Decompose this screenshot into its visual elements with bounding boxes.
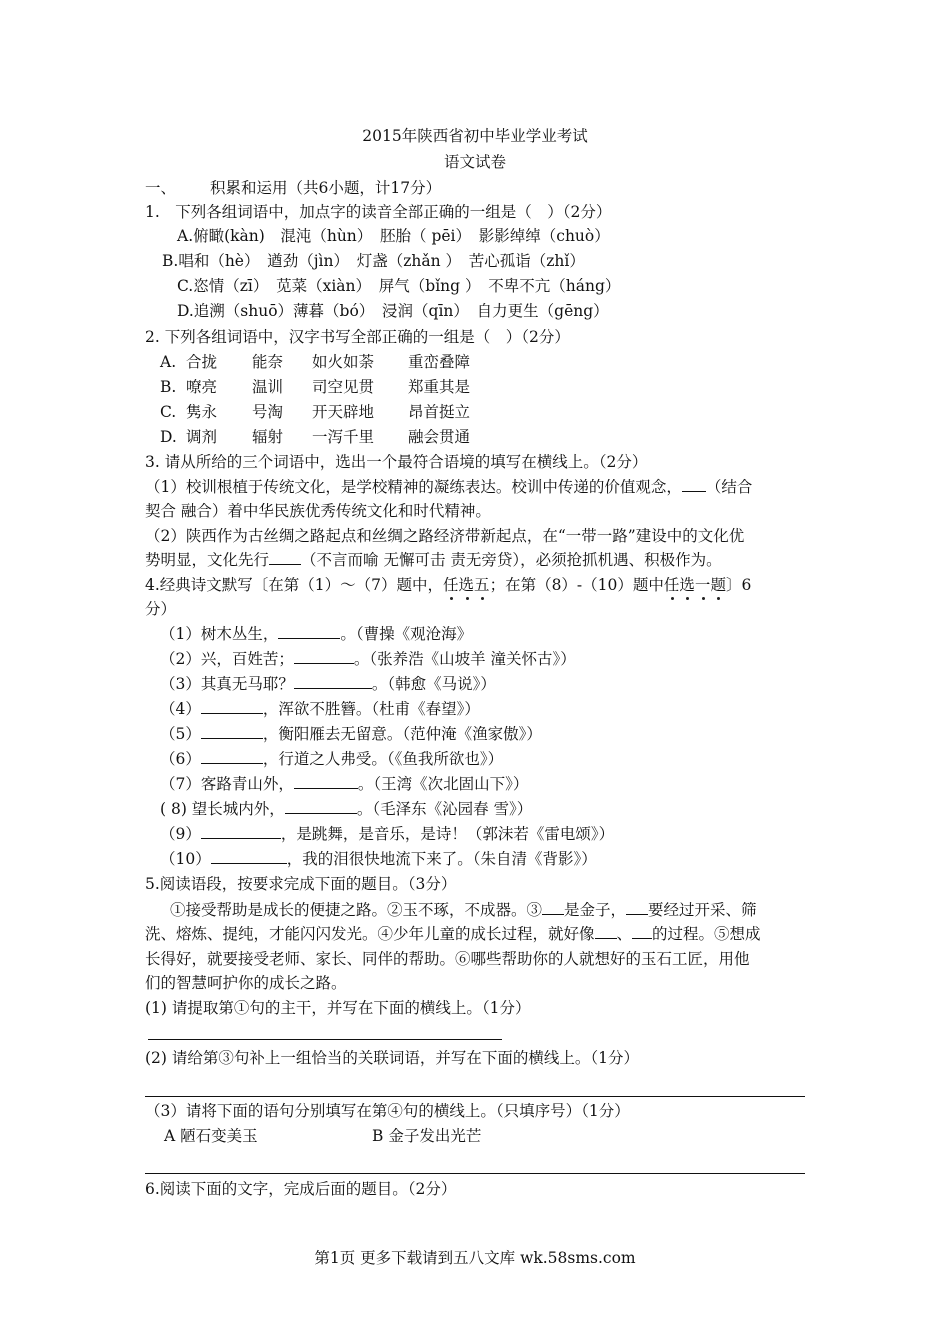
- q5-passage-line4: 们的智慧呵护你的成长之路。: [145, 974, 347, 992]
- q5-option-a: A 陋石变美玉: [164, 1127, 258, 1145]
- q2-option-a: A. 合拢 能奈 如火如荼 重峦叠障: [160, 353, 471, 371]
- q5-passage-line3: 长得好，就要接受老师、家长、同伴的帮助。⑥哪些帮助你的人就想好的玉石工匠，用他: [145, 950, 750, 968]
- q5-passage-line2: 洗、熔炼、提纯，才能闪闪发光。④少年儿童的成长过程，就好像 、 的过程。⑤想成: [145, 925, 761, 943]
- q5-sub2-answer-line[interactable]: [145, 1096, 805, 1097]
- q1-option-a: A.俯瞰(kàn) 混沌（hùn） 胚胎（ pēi） 影影绰绰（chuò）: [177, 227, 610, 245]
- q1-option-c: C.恣情（zī） 苋菜（xiàn） 屏气（bǐng ） 不卑不亢（háng）: [177, 277, 621, 295]
- answer-blank[interactable]: [201, 723, 263, 739]
- q4-item: （1）树木丛生， 。（曹操《观沧海》: [160, 625, 473, 643]
- q2-option-d: D. 调剂 辐射 一泻千里 融会贯通: [160, 428, 471, 446]
- section-number: 一、: [145, 179, 177, 197]
- q5-passage-line1: ①接受帮助是成长的便捷之路。②玉不琢，不成器。③ 是金子， 要经过开采、筛: [170, 901, 757, 919]
- answer-blank[interactable]: [294, 648, 354, 664]
- q4-item: （7）客路青山外， 。（王湾《次北固山下》）: [160, 775, 529, 793]
- q4-emphasis-choose-one: 任选一题: [663, 576, 726, 594]
- q5-option-b: B 金子发出光芒: [372, 1127, 482, 1145]
- q4-item: （3）其真无马耶？ 。（韩愈《马说》）: [160, 675, 496, 693]
- q5-sub1-answer-line[interactable]: [148, 1039, 502, 1040]
- q4-item: （5） ，衡阳雁去无留意。（范仲淹《渔家傲》）: [160, 725, 542, 743]
- q5-stem: 5.阅读语段，按要求完成下面的题目。（3分）: [145, 875, 457, 893]
- exam-subtitle: 语文试卷: [443, 153, 506, 171]
- q1-option-b: B.唱和（hè） 遒劲（jìn） 灯盏（zhǎn ） 苦心孤诣（zhǐ）: [162, 252, 585, 270]
- answer-blank[interactable]: [294, 673, 372, 689]
- q5-sub3: （3）请将下面的语句分别填写在第④句的横线上。（只填序号）（1分）: [145, 1102, 630, 1120]
- q4-item: （6） ，行道之人弗受。（《鱼我所欲也》）: [160, 750, 504, 768]
- q3-blank-1[interactable]: [682, 476, 706, 492]
- q4-item: （9） ，是跳舞，是音乐，是诗！（郭沫若《雷电颂》）: [160, 825, 615, 843]
- q5-sub1: (1) 请提取第①句的主干，并写在下面的横线上。（1分）: [145, 999, 531, 1017]
- q2-option-c: C. 隽永 号淘 开天辟地 昂首挺立: [160, 403, 471, 421]
- q4-item: （4） ，浑欲不胜簪。（杜甫《春望》）: [160, 700, 480, 718]
- q3-stem: 3. 请从所给的三个词语中，选出一个最符合语境的填写在横线上。（2分）: [145, 453, 648, 471]
- q4-item: （2）兴，百姓苦； 。（张养浩《山坡羊 潼关怀古》）: [160, 650, 576, 668]
- q4-item: （10） ，我的泪很快地流下来了。（朱自清《背影》）: [160, 850, 597, 868]
- q2-stem: 2. 下列各组词语中，汉字书写全部正确的一组是（ ）（2分）: [145, 328, 570, 346]
- q1-stem: 1. 下列各组词语中，加点字的读音全部正确的一组是（ ）（2分）: [145, 203, 612, 221]
- answer-blank[interactable]: [201, 823, 281, 839]
- q6-stem: 6.阅读下面的文字，完成后面的题目。（2分）: [145, 1180, 457, 1198]
- q3-part2-line2: 势明显，文化先行 （不言而喻 无懈可击 责无旁贷），必须抢抓机遇、积极作为。: [145, 551, 722, 569]
- answer-blank[interactable]: [285, 798, 357, 814]
- q3-part1-line1: （1）校训根植于传统文化，是学校精神的凝练表达。校训中传递的价值观念， （结合: [145, 478, 753, 496]
- q1-option-d: D.追溯（shuō）薄暮（bó） 浸润（qīn） 自力更生（gēng）: [177, 302, 609, 320]
- section-heading: 积累和运用（共6小题，计17分）: [210, 179, 442, 197]
- q4-emphasis-choose-five: 任选五: [443, 576, 490, 594]
- answer-blank[interactable]: [201, 748, 263, 764]
- page-footer: 第1页 更多下载请到五八文库 wk.58sms.com: [314, 1249, 636, 1267]
- answer-blank[interactable]: [211, 848, 287, 864]
- q4-stem: 4.经典诗文默写〔在第（1）～（7）题中，任选五；在第（8）-（10）题中任选一题〕6: [145, 576, 752, 594]
- answer-blank[interactable]: [632, 923, 652, 939]
- answer-blank[interactable]: [626, 899, 648, 915]
- q3-part2-line1: （2）陕西作为古丝绸之路起点和丝绸之路经济带新起点，在“一带一路”建设中的文化优: [145, 527, 745, 545]
- q5-sub3-answer-line[interactable]: [145, 1173, 805, 1174]
- q4-stem-cont: 分）: [145, 600, 177, 618]
- q3-part1-line2: 契合 融合）着中华民族优秀传统文化和时代精神。: [145, 502, 491, 520]
- answer-blank[interactable]: [595, 923, 617, 939]
- q4-item: ( 8) 望长城内外， 。（毛泽东《沁园春 雪》）: [160, 800, 533, 818]
- answer-blank[interactable]: [278, 623, 340, 639]
- answer-blank[interactable]: [294, 773, 358, 789]
- q2-option-b: B. 嘹亮 温训 司空见贯 郑重其是: [160, 378, 471, 396]
- exam-title: 2015年陕西省初中毕业学业考试: [362, 127, 588, 145]
- answer-blank[interactable]: [542, 899, 564, 915]
- q3-blank-2[interactable]: [269, 549, 301, 565]
- q5-sub2: (2) 请给第③句补上一组恰当的关联词语，并写在下面的横线上。（1分）: [145, 1049, 639, 1067]
- answer-blank[interactable]: [201, 698, 263, 714]
